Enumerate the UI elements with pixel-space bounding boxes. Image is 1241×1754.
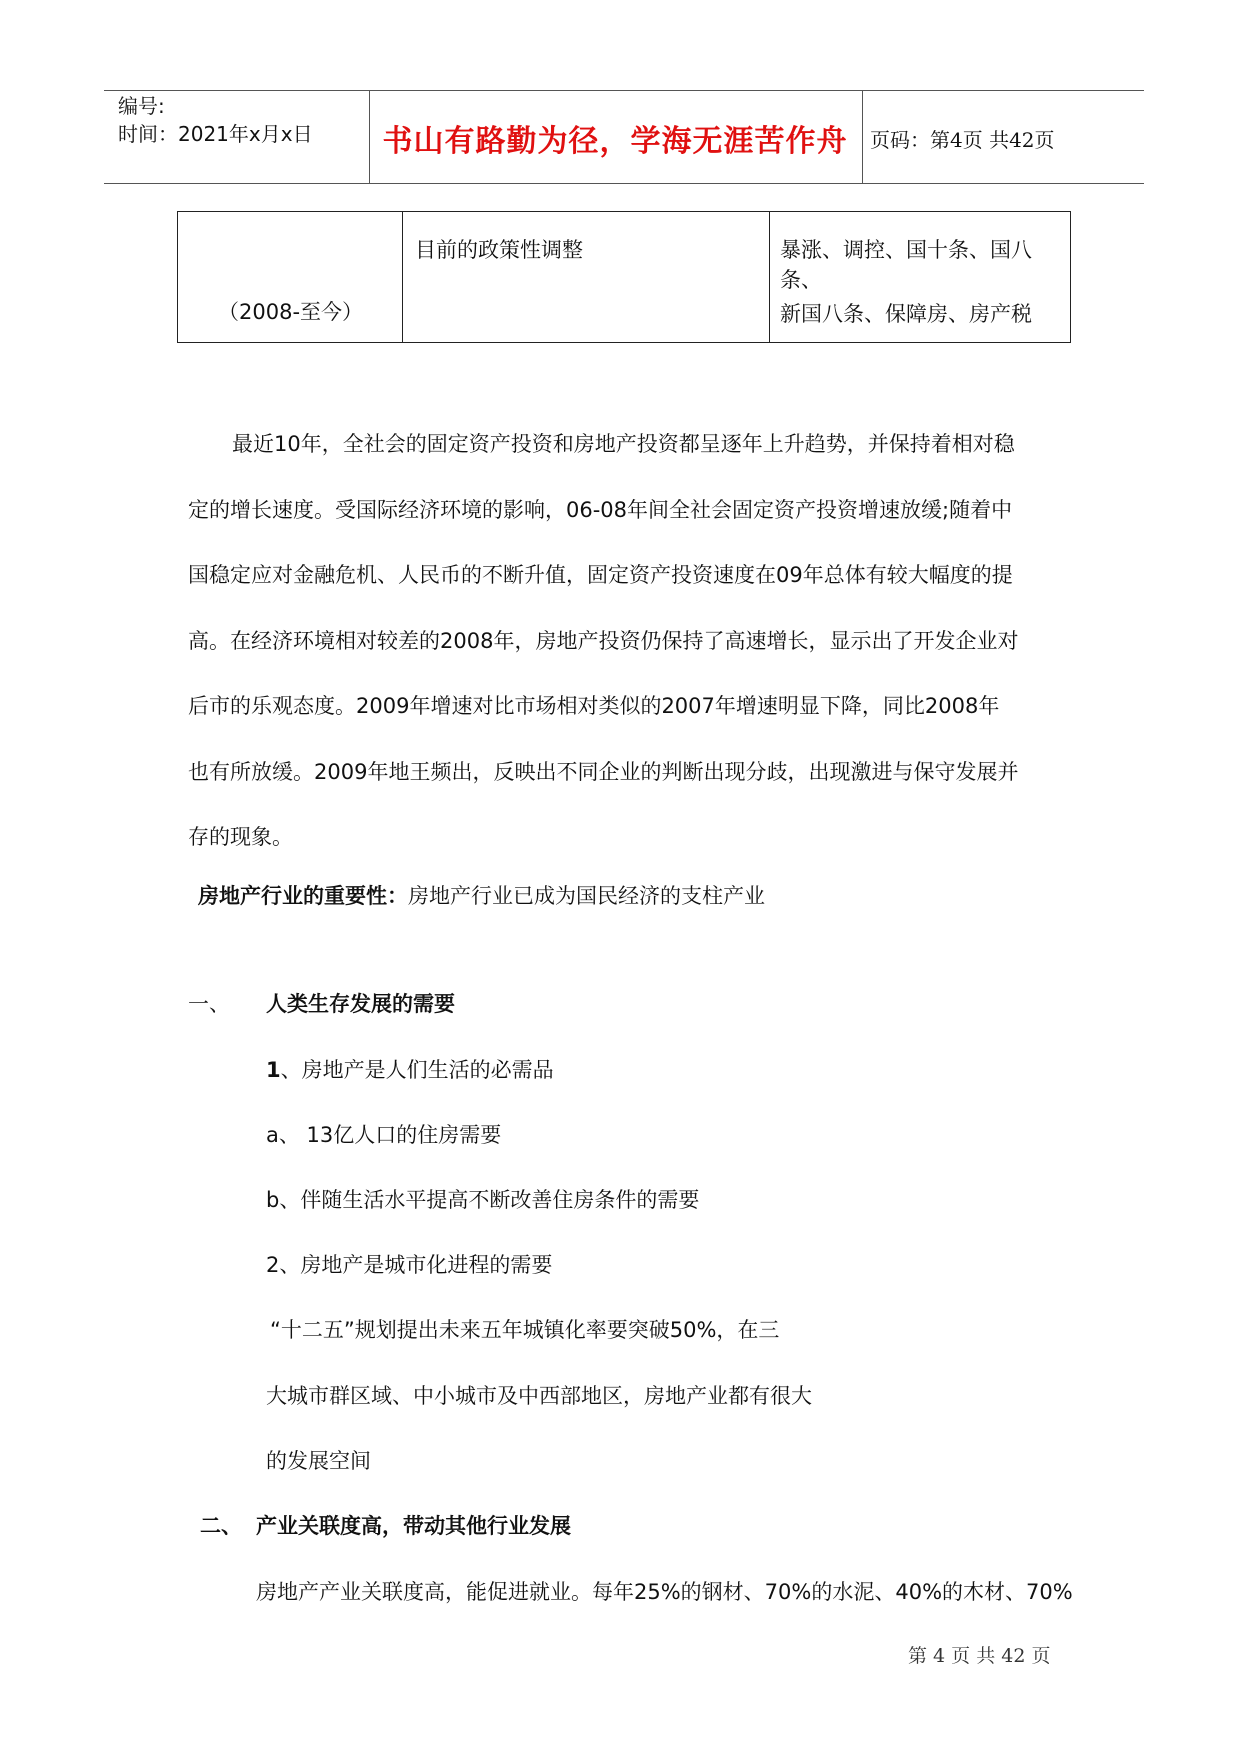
paragraph-line: 也有所放缓。2009年地王频出，反映出不同企业的判断出现分歧，出现激进与保守发展并 bbox=[188, 759, 1019, 784]
header-number: 编号: bbox=[118, 94, 165, 118]
section-1-number: 一、 bbox=[188, 992, 230, 1016]
item-1 bbox=[266, 1054, 554, 1084]
section-2-title: 产业关联度高，带动其他行业发展 bbox=[256, 1514, 571, 1538]
urbanization-line-3: 的发展空间 bbox=[266, 1449, 371, 1473]
stage-text: 目前的政策性调整 bbox=[415, 238, 583, 262]
header-divider-right bbox=[862, 90, 863, 183]
period-text: （2008-至今） bbox=[218, 300, 364, 324]
header-page-number: 页码：第4页 共42页 bbox=[870, 128, 1055, 152]
section-2-text: 房地产产业关联度高，能促进就业。每年25%的钢材、70%的水泥、40%的木材、70% bbox=[256, 1580, 1073, 1604]
paragraph-line: 国稳定应对金融危机、人民币的不断升值，固定资产投资速度在09年总体有较大幅度的提 bbox=[188, 563, 1013, 587]
header-bottom-rule bbox=[104, 183, 1144, 184]
header-time: 时间：2021年x月x日 bbox=[118, 122, 313, 146]
keywords-cell bbox=[770, 212, 1071, 343]
item-a: a、 13亿人口的住房需要 bbox=[266, 1123, 502, 1147]
paragraph-line: 最近10年，全社会的固定资产投资和房地产投资都呈逐年上升趋势，并保持着相对稳 bbox=[232, 432, 1015, 456]
paragraph-line: 后市的乐观态度。2009年增速对比市场相对类似的2007年增速明显下降，同比2008年 bbox=[188, 694, 1000, 718]
urbanization-line-2: 大城市群区域、中小城市及中西部地区，房地产业都有很大 bbox=[266, 1384, 812, 1408]
keywords-line-1: 暴涨、调控、国十条、国八条、 bbox=[780, 238, 1032, 292]
keywords-line-2: 新国八条、保障房、房产税 bbox=[780, 302, 1032, 326]
stage-cell bbox=[403, 212, 770, 343]
section-1-title: 人类生存发展的需要 bbox=[266, 992, 455, 1016]
item-2: 2、房地产是城市化进程的需要 bbox=[266, 1253, 553, 1277]
investment-paragraph bbox=[188, 412, 1068, 871]
importance-text: 房地产行业已成为国民经济的支柱产业 bbox=[408, 884, 765, 908]
table-row bbox=[178, 212, 1071, 343]
paragraph-line: 高。在经济环境相对较差的2008年，房地产投资仍保持了高速增长，显示出了开发企业对 bbox=[188, 628, 1019, 653]
paragraph-line: 定的增长速度。受国际经济环境的影响，06-08年间全社会固定资产投资增速放缓;随着中 bbox=[188, 497, 1013, 522]
header-motto: 书山有路勤为径，学海无涯苦作舟 bbox=[382, 124, 848, 159]
item-b: b、伴随生活水平提高不断改善住房条件的需要 bbox=[266, 1188, 700, 1212]
importance-line bbox=[198, 880, 765, 910]
header-top-rule bbox=[104, 90, 1144, 91]
importance-label: 房地产行业的重要性： bbox=[198, 884, 408, 908]
section-2-number: 二、 bbox=[200, 1514, 242, 1538]
item-1-text: 、房地产是人们生活的必需品 bbox=[280, 1058, 554, 1082]
item-1-number: 1 bbox=[266, 1058, 281, 1082]
urbanization-line-1: “十二五”规划提出未来五年城镇化率要突破50%，在三 bbox=[270, 1318, 780, 1342]
history-table bbox=[177, 211, 1071, 343]
paragraph-line: 存的现象。 bbox=[188, 825, 293, 849]
footer-page-number: 第 4 页 共 42 页 bbox=[908, 1645, 1051, 1667]
period-cell bbox=[178, 212, 403, 343]
